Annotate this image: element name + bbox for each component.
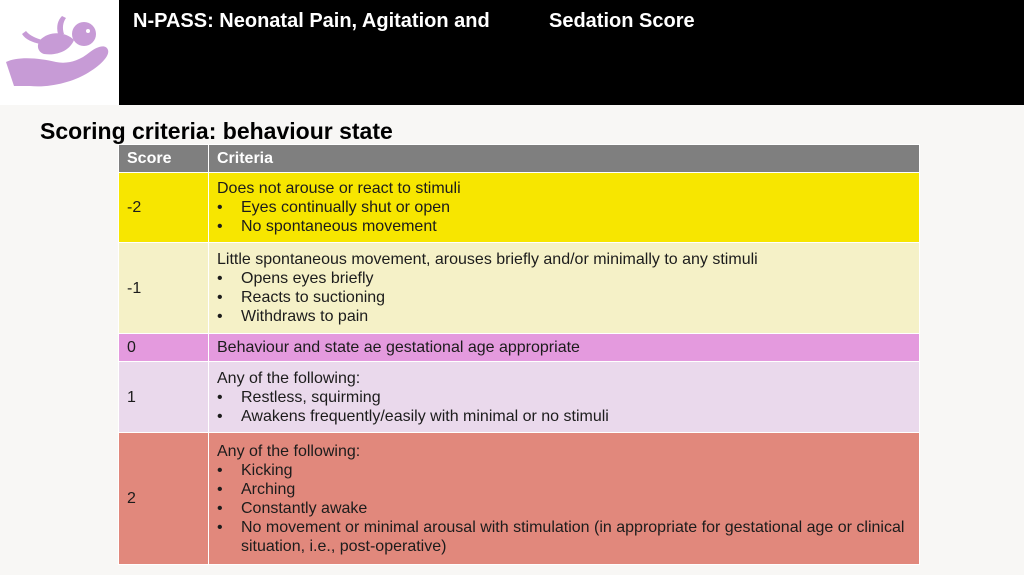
list-item: • Kicking bbox=[217, 461, 911, 480]
score-cell: -1 bbox=[119, 243, 209, 334]
list-item: • No spontaneous movement bbox=[217, 217, 911, 236]
list-item: • Arching bbox=[217, 480, 911, 499]
score-cell: 0 bbox=[119, 334, 209, 362]
table-header-row bbox=[119, 145, 920, 173]
header-bar bbox=[119, 0, 1024, 105]
criteria-cell bbox=[209, 334, 920, 362]
list-item: • Restless, squirming bbox=[217, 388, 911, 407]
criteria-list bbox=[217, 388, 911, 426]
list-item: • Reacts to suctioning bbox=[217, 288, 911, 307]
list-item: • Withdraws to pain bbox=[217, 307, 911, 326]
criteria-text: Little spontaneous movement, arouses briefly and/or minimally to any stimuli bbox=[217, 251, 758, 268]
logo bbox=[0, 0, 119, 105]
section-subtitle: Scoring criteria: behaviour state bbox=[40, 118, 393, 144]
criteria-list bbox=[217, 461, 911, 556]
criteria-text: Does not arouse or react to stimuli bbox=[217, 180, 461, 197]
page-title: N-PASS: Neonatal Pain, Agitation and bbox=[133, 10, 490, 32]
list-item: • Awakens frequently/easily with minimal or no stimuli bbox=[217, 407, 911, 426]
list-item: • Eyes continually shut or open bbox=[217, 198, 911, 217]
column-header-score: Score bbox=[119, 145, 209, 173]
scoring-table bbox=[118, 144, 920, 565]
score-cell: 2 bbox=[119, 433, 209, 565]
criteria-cell bbox=[209, 243, 920, 334]
table-row bbox=[119, 362, 920, 433]
criteria-cell bbox=[209, 433, 920, 565]
criteria-list bbox=[217, 198, 911, 236]
table-row bbox=[119, 173, 920, 243]
criteria-text: Any of the following: bbox=[217, 369, 361, 387]
criteria-text: Behaviour and state ae gestational age appropriate bbox=[217, 339, 580, 356]
criteria-cell bbox=[209, 173, 920, 243]
criteria-cell bbox=[209, 362, 920, 433]
table-row bbox=[119, 433, 920, 565]
baby-in-hand-icon bbox=[0, 0, 119, 105]
score-cell: 1 bbox=[119, 362, 209, 433]
criteria-text: Any of the following: bbox=[217, 442, 361, 460]
list-item: • No movement or minimal arousal with stimulation (in appropriate for gestational age or clinical situation, i.e., post-operative) bbox=[217, 518, 911, 556]
list-item: • Opens eyes briefly bbox=[217, 269, 911, 288]
table-row bbox=[119, 243, 920, 334]
score-cell: -2 bbox=[119, 173, 209, 243]
table-row bbox=[119, 334, 920, 362]
page-title-continued: Sedation Score bbox=[549, 10, 695, 32]
list-item: • Constantly awake bbox=[217, 499, 911, 518]
criteria-list bbox=[217, 269, 911, 326]
column-header-criteria: Criteria bbox=[209, 145, 920, 173]
